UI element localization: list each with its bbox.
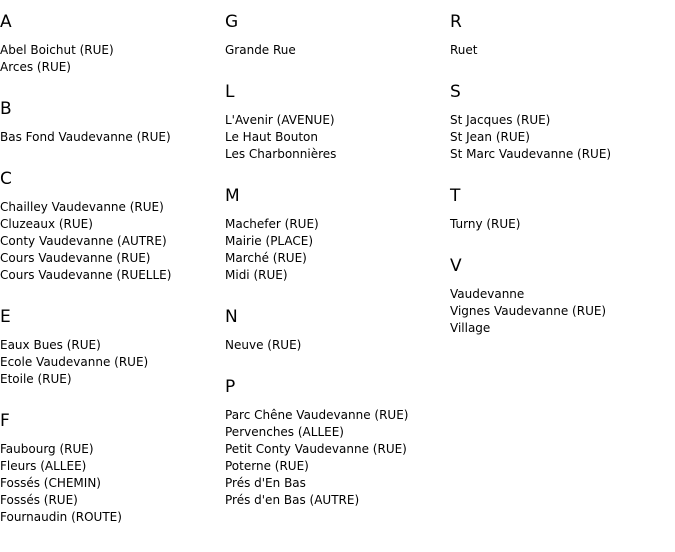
group-spacer	[225, 163, 445, 174]
letter-heading-g: G	[225, 12, 239, 32]
letter-heading-n: N	[225, 307, 238, 327]
letter-group-f	[0, 399, 220, 537]
street-link-abel-boichut-rue[interactable]: Abel Boichut (RUE)	[0, 43, 114, 57]
letter-heading-r: R	[450, 12, 462, 32]
street-link-turny-rue[interactable]: Turny (RUE)	[450, 217, 521, 231]
letter-heading-p: P	[225, 377, 236, 397]
street-list	[225, 42, 445, 59]
street-link-st-marc-vaudevanne-rue[interactable]: St Marc Vaudevanne (RUE)	[450, 147, 612, 161]
group-spacer	[0, 146, 220, 157]
street-link-etoile-rue[interactable]: Etoile (RUE)	[0, 372, 72, 386]
street-list	[225, 337, 445, 354]
group-spacer	[450, 163, 675, 174]
letter-group-g	[225, 0, 445, 70]
street-link-grande-rue[interactable]: Grande Rue	[225, 43, 296, 57]
group-spacer	[225, 59, 445, 70]
street-link-le-haut-bouton[interactable]: Le Haut Bouton	[225, 130, 319, 144]
street-link-neuve-rue[interactable]: Neuve (RUE)	[225, 338, 302, 352]
street-link-parc-chene-vaudevanne-rue[interactable]: Parc Chêne Vaudevanne (RUE)	[225, 408, 409, 422]
group-spacer	[0, 284, 220, 295]
group-spacer	[225, 509, 445, 520]
street-list	[450, 112, 675, 163]
letter-group-c	[0, 157, 220, 295]
street-link-chailley-vaudevanne-rue[interactable]: Chailley Vaudevanne (RUE)	[0, 200, 164, 214]
letter-group-l	[225, 70, 445, 174]
letter-heading-b: B	[0, 99, 12, 119]
street-link-cours-vaudevanne-ruelle[interactable]: Cours Vaudevanne (RUELLE)	[0, 268, 172, 282]
street-link-village[interactable]: Village	[450, 321, 491, 335]
street-list	[450, 286, 675, 337]
street-link-midi-rue[interactable]: Midi (RUE)	[225, 268, 288, 282]
street-link-marche-rue[interactable]: Marché (RUE)	[225, 251, 307, 265]
street-link-cours-vaudevanne-rue[interactable]: Cours Vaudevanne (RUE)	[0, 251, 151, 265]
street-link-st-jacques-rue[interactable]: St Jacques (RUE)	[450, 113, 551, 127]
letter-group-r	[450, 0, 675, 70]
street-list	[0, 42, 220, 76]
street-link-arces-rue[interactable]: Arces (RUE)	[0, 60, 71, 74]
street-list	[225, 216, 445, 284]
group-spacer	[225, 284, 445, 295]
street-index-column-2	[225, 0, 445, 520]
group-spacer	[450, 337, 675, 348]
letter-group-e	[0, 295, 220, 399]
letter-heading-c: C	[0, 169, 12, 189]
letter-heading-f: F	[0, 411, 10, 431]
street-link-st-jean-rue[interactable]: St Jean (RUE)	[450, 130, 530, 144]
street-link-bas-fond-vaudevanne-rue[interactable]: Bas Fond Vaudevanne (RUE)	[0, 130, 171, 144]
group-spacer	[0, 388, 220, 399]
street-link-fleurs-allee[interactable]: Fleurs (ALLEE)	[0, 459, 87, 473]
street-link-petit-conty-vaudevanne-rue[interactable]: Petit Conty Vaudevanne (RUE)	[225, 442, 407, 456]
letter-heading-t: T	[450, 186, 461, 206]
letter-group-p	[225, 365, 445, 520]
street-link-vignes-vaudevanne-rue[interactable]: Vignes Vaudevanne (RUE)	[450, 304, 607, 318]
letter-heading-e: E	[0, 307, 11, 327]
street-list	[0, 129, 220, 146]
street-link-fosses-chemin[interactable]: Fossés (CHEMIN)	[0, 476, 101, 490]
street-list	[450, 42, 675, 59]
letter-group-n	[225, 295, 445, 365]
street-link-conty-vaudevanne-autre[interactable]: Conty Vaudevanne (AUTRE)	[0, 234, 167, 248]
street-link-pervenches-allee[interactable]: Pervenches (ALLEE)	[225, 425, 344, 439]
letter-group-s	[450, 70, 675, 174]
street-link-fournaudin-route[interactable]: Fournaudin (ROUTE)	[0, 510, 122, 524]
street-link-pres-d-en-bas[interactable]: Prés d'En Bas	[225, 476, 306, 490]
group-spacer	[450, 59, 675, 70]
letter-heading-a: A	[0, 12, 12, 32]
letter-group-t	[450, 174, 675, 244]
street-list	[0, 199, 220, 284]
letter-group-b	[0, 87, 220, 157]
letter-heading-v: V	[450, 256, 462, 276]
street-link-mairie-place[interactable]: Mairie (PLACE)	[225, 234, 314, 248]
street-link-fosses-rue[interactable]: Fossés (RUE)	[0, 493, 78, 507]
street-list	[0, 337, 220, 388]
street-link-poterne-rue[interactable]: Poterne (RUE)	[225, 459, 309, 473]
group-spacer	[0, 526, 220, 537]
group-spacer	[450, 233, 675, 244]
letter-group-v	[450, 244, 675, 348]
street-index-column-1	[0, 0, 220, 537]
letter-heading-s: S	[450, 82, 461, 102]
group-spacer	[0, 76, 220, 87]
letter-heading-l: L	[225, 82, 235, 102]
street-link-vaudevanne[interactable]: Vaudevanne	[450, 287, 525, 301]
street-list	[225, 407, 445, 509]
letter-group-a	[0, 0, 220, 87]
street-link-eaux-bues-rue[interactable]: Eaux Bues (RUE)	[0, 338, 101, 352]
street-list	[0, 441, 220, 526]
street-link-ecole-vaudevanne-rue[interactable]: Ecole Vaudevanne (RUE)	[0, 355, 149, 369]
street-link-pres-d-en-bas-autre[interactable]: Prés d'en Bas (AUTRE)	[225, 493, 360, 507]
street-list	[450, 216, 675, 233]
letter-group-m	[225, 174, 445, 295]
street-list	[225, 112, 445, 163]
letter-heading-m: M	[225, 186, 240, 206]
group-spacer	[225, 354, 445, 365]
street-link-l-avenir-avenue[interactable]: L'Avenir (AVENUE)	[225, 113, 335, 127]
street-link-machefer-rue[interactable]: Machefer (RUE)	[225, 217, 319, 231]
street-index-column-3	[450, 0, 675, 348]
street-link-les-charbonnieres[interactable]: Les Charbonnières	[225, 147, 337, 161]
street-link-faubourg-rue[interactable]: Faubourg (RUE)	[0, 442, 94, 456]
street-link-ruet[interactable]: Ruet	[450, 43, 478, 57]
street-link-cluzeaux-rue[interactable]: Cluzeaux (RUE)	[0, 217, 93, 231]
